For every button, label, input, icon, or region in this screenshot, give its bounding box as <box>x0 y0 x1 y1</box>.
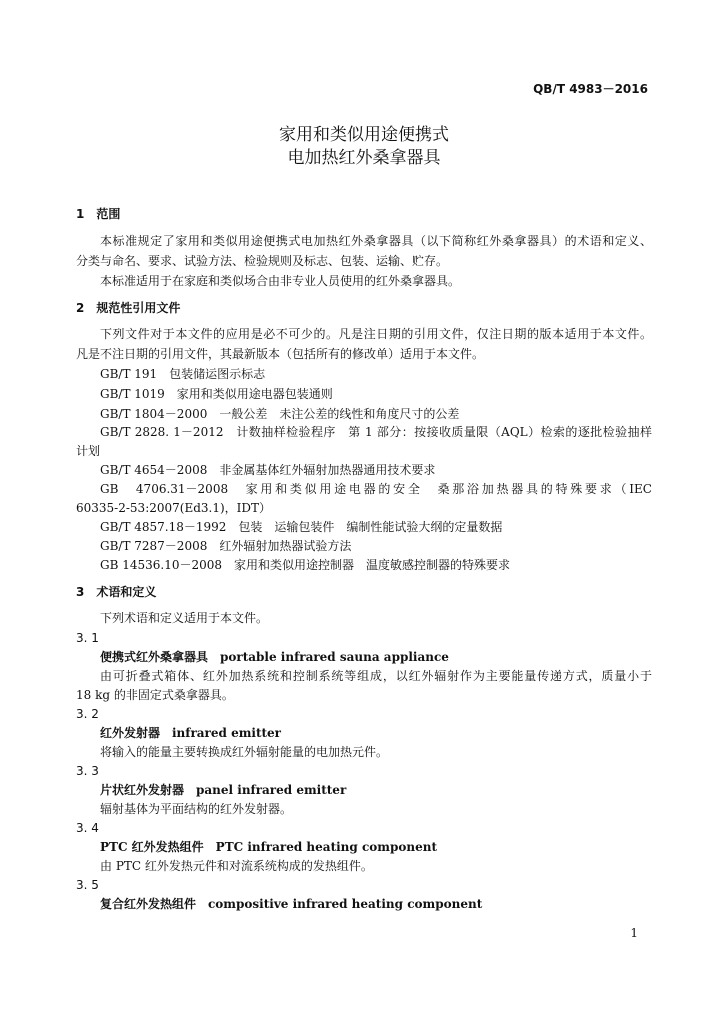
term-title: PTC 红外发热组件 PTC infrared heating component <box>100 840 437 854</box>
term-definition: 辐射基体为平面结构的红外发射器。 <box>100 802 293 816</box>
section-2-paragraph-line-1: 下列文件对于本文件的应用是必不可少的。凡是注日期的引用文件，仅注日期的版本适用于本文件。 <box>100 327 652 341</box>
term-title: 便携式红外桑拿器具 portable infrared sauna appliance <box>100 650 449 664</box>
section-3-intro: 下列术语和定义适用于本文件。 <box>100 611 269 625</box>
reference-item: GB 4706.31－2008 家用和类似用途电器的安全 桑那浴加热器具的特殊要求（IEC <box>100 482 652 496</box>
page-number: 1 <box>630 926 638 940</box>
section-3-heading: 3 术语和定义 <box>76 585 157 599</box>
section-1-paragraph-2: 本标准适用于在家庭和类似场合由非专业人员使用的红外桑拿器具。 <box>100 274 461 288</box>
standard-code: QB/T 4983－2016 <box>533 82 648 96</box>
reference-item: GB/T 4654－2008 非金属基体红外辐射加热器通用技术要求 <box>100 463 436 477</box>
title-line-1: 家用和类似用途便携式 <box>279 125 449 145</box>
section-1-heading: 1 范围 <box>76 207 121 221</box>
term-definition: 由 PTC 红外发热元件和对流系统构成的发热组件。 <box>100 859 373 873</box>
term-definition: 将输入的能量主要转换成红外辐射能量的电加热元件。 <box>100 745 389 759</box>
reference-item-continuation: 60335-2-53:2007(Ed3.1)，IDT） <box>76 501 272 515</box>
section-2-heading: 2 规范性引用文件 <box>76 301 181 315</box>
reference-item: GB/T 7287－2008 红外辐射加热器试验方法 <box>100 539 352 553</box>
reference-item-continuation: 计划 <box>76 444 101 458</box>
term-definition-line-1: 由可折叠式箱体、红外加热系统和控制系统等组成，以红外辐射作为主要能量传递方式，质量小于 <box>100 669 652 683</box>
term-number: 3. 5 <box>76 878 99 892</box>
reference-item: GB/T 191 包装储运图示标志 <box>100 367 266 381</box>
term-number: 3. 1 <box>76 631 99 645</box>
term-title: 片状红外发射器 panel infrared emitter <box>100 783 347 797</box>
section-1-paragraph-1-line-2: 分类与命名、要求、试验方法、检验规则及标志、包装、运输、贮存。 <box>76 254 449 268</box>
reference-item: GB/T 1804－2000 一般公差 未注公差的线性和角度尺寸的公差 <box>100 407 460 421</box>
title-line-2: 电加热红外桑拿器具 <box>287 148 441 168</box>
reference-item: GB/T 4857.18－1992 包装 运输包装件 编制性能试验大纲的定量数据 <box>100 520 503 534</box>
term-number: 3. 4 <box>76 821 99 835</box>
term-number: 3. 2 <box>76 707 99 721</box>
section-1-paragraph-1-line-1: 本标准规定了家用和类似用途便携式电加热红外桑拿器具（以下简称红外桑拿器具）的术语和定义、 <box>100 234 652 248</box>
term-definition-line-2: 18 kg 的非固定式桑拿器具。 <box>76 688 234 702</box>
reference-item: GB/T 1019 家用和类似用途电器包装通则 <box>100 387 333 401</box>
reference-item: GB 14536.10－2008 家用和类似用途控制器 温度敏感控制器的特殊要求 <box>100 558 511 572</box>
term-title: 复合红外发热组件 compositive infrared heating component <box>100 897 483 911</box>
term-title: 红外发射器 infrared emitter <box>100 726 282 740</box>
section-2-paragraph-line-2: 凡是不注日期的引用文件，其最新版本（包括所有的修改单）适用于本文件。 <box>76 347 485 361</box>
term-number: 3. 3 <box>76 764 99 778</box>
reference-item: GB/T 2828. 1－2012 计数抽样检验程序 第 1 部分：按接收质量限（AQL）检索的逐批检验抽样 <box>100 425 652 439</box>
